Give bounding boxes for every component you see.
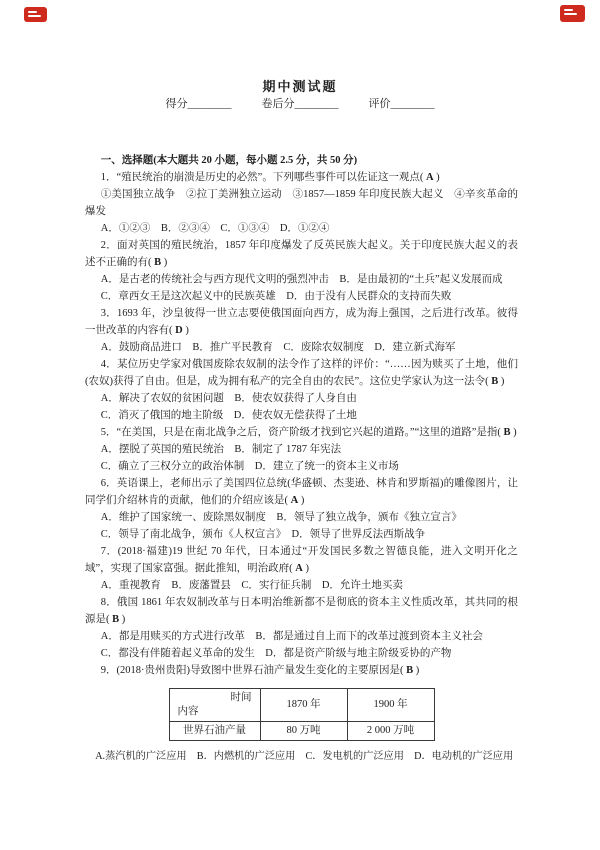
table-corner-cell (169, 689, 260, 722)
text-run: 5．“在美国，只是在南北战争之后，资产阶级才找到它兴起的道路。”“这里的道路”是指( (100, 427, 504, 438)
value-1870-cell: 80 万吨 (260, 722, 347, 741)
stamp-mark (28, 15, 41, 17)
text-run: C．都没有伴随着起义革命的发生 D．都是资产阶级与地主阶级妥协的产物 (100, 648, 452, 659)
text-run: ) (119, 614, 126, 625)
after-grading-score-field (262, 95, 339, 111)
option-line (85, 390, 518, 407)
corner-content-label: 内容 (177, 706, 199, 717)
table-col-1870: 1870 年 (260, 689, 347, 722)
question-stem (85, 169, 518, 186)
answer-letter: D (175, 325, 183, 336)
question-stem (85, 424, 518, 441)
text-run: ) (161, 257, 168, 268)
text-run: A．解决了农奴的贫困问题 B．使农奴获得了人身自由 (100, 393, 357, 404)
question-stem (85, 543, 518, 577)
stamp-mark (28, 11, 37, 13)
text-run: C．确立了三权分立的政治体制 D．建立了统一的资本主义市场 (100, 461, 399, 472)
text-run: A．重视教育 B．废藩置县 C．实行征兵制 D．允许土地买卖 (100, 580, 403, 591)
corner-time-label: 时间 (230, 692, 252, 703)
score-header (0, 95, 600, 111)
option-line (85, 577, 518, 594)
table-col-1900: 1900 年 (347, 689, 434, 722)
option-line (85, 407, 518, 424)
score-blank: ________ (294, 98, 339, 110)
text-run: 1．“殖民统治的崩溃是历史的必然”。下列哪些事件可以佐证这一观点( (100, 172, 426, 183)
text-run: ) (510, 427, 517, 438)
score-label: 评价 (368, 98, 391, 110)
score-label: 得分 (165, 98, 188, 110)
answer-letter: A (295, 563, 303, 574)
option-line (85, 526, 518, 543)
text-run: A．鼓励商品进口 B．推广平民教育 C．废除农奴制度 D．建立新式海军 (100, 342, 456, 353)
exam-body (85, 152, 518, 765)
answer-letter: 一、选择题(本大题共 20 小题，每小题 2.5 分，共 50 分) (100, 155, 358, 166)
text-run: 4．某位历史学家对俄国废除农奴制的法令作了这样的评价：“……因为赎买了土地，他们(农奴)获得了自由。但是，成为拥有私产的完全自由的农民”。这位史学家认为这一法令( (85, 359, 518, 387)
evaluation-field (369, 95, 435, 111)
score-label: 卷后分 (261, 98, 295, 110)
text-run: A．维护了国家统一、废除黑奴制度 B．领导了独立战争，颁布《独立宣言》 (100, 512, 462, 523)
row-label-cell: 世界石油产量 (169, 722, 260, 741)
page-title: 期中测试题 (262, 79, 338, 94)
value-1900-cell: 2 000 万吨 (347, 722, 434, 741)
question-stem (85, 662, 518, 679)
text-run: ) (498, 376, 505, 387)
text-run: ) (182, 325, 189, 336)
answer-letter: B (154, 257, 162, 268)
text-run: 7．(2018·福建)19 世纪 70 年代，日本通过“开发国民多数之智德良能，进入文明开化之域”，实现了国家富强。据此推知，明治政府( (85, 546, 518, 574)
question-stem (85, 594, 518, 628)
question-stem (85, 186, 518, 220)
option-line (85, 271, 518, 288)
score-field (166, 95, 232, 111)
table-data-row (169, 722, 434, 741)
text-run: 6．英语课上，老师出示了美国四位总统(华盛顿、杰斐逊、林肯和罗斯福)的雕像图片，让同学们介绍林肯的贡献，他们的介绍应该是( (85, 478, 518, 506)
option-line (85, 645, 518, 662)
answer-letter: B (491, 376, 499, 387)
text-run: ) (302, 563, 309, 574)
answer-letter: B (112, 614, 120, 625)
text-run: A．是古老的传统社会与西方现代文明的强烈冲击 B．是由最初的“土兵”起义发展而成 (100, 274, 503, 285)
text-run: 2．面对英国的殖民统治，1857 年印度爆发了反英民族大起义。关于印度民族大起义的表述不正确的有( (85, 240, 518, 268)
question-block (85, 152, 518, 679)
option-line (85, 220, 518, 237)
text-run: ) (433, 172, 440, 183)
text-run: 8．俄国 1861 年农奴制改革与日本明治维新都不是彻底的资本主义性质改革，其共同的根源是( (85, 597, 518, 625)
text-run: C．消灭了俄国的地主阶级 D．使农奴无偿获得了土地 (100, 410, 357, 421)
option-line (85, 339, 518, 356)
text-run: A．摆脱了英国的殖民统治 B．制定了 1787 年宪法 (100, 444, 342, 455)
option-line (85, 441, 518, 458)
text-run: C．领导了南北战争，颁布《人权宣言》 D．领导了世界反法西斯战争 (100, 529, 426, 540)
option-line (85, 288, 518, 305)
score-blank: ________ (187, 98, 232, 110)
oil-production-table (169, 688, 435, 741)
score-blank: ________ (390, 98, 435, 110)
stamp-mark (564, 13, 577, 15)
option-line (85, 458, 518, 475)
question-stem (85, 305, 518, 339)
table-header-row (169, 689, 434, 722)
red-watermark-stamp-icon (560, 5, 585, 22)
stamp-mark (564, 9, 573, 11)
answer-letter: B (406, 665, 414, 676)
text-run: ①美国独立战争 ②拉丁美洲独立运动 ③1857—1859 年印度民族大起义 ④辛亥革命的爆发 (85, 189, 518, 217)
text-run: A．①②③ B．②③④ C．①③④ D．①②④ (100, 223, 330, 234)
option-line (85, 628, 518, 645)
question9-options: A.蒸汽机的广泛应用 B．内燃机的广泛应用 C．发电机的广泛应用 D．电动机的广泛应用 (95, 751, 514, 762)
answer-letter: B (503, 427, 511, 438)
option-line (85, 509, 518, 526)
answer-letter: A (425, 172, 434, 183)
question-stem (85, 356, 518, 390)
question-stem (85, 237, 518, 271)
text-run: ) (298, 495, 305, 506)
text-run: A．都是用赎买的方式进行改革 B．都是通过自上而下的改革过渡到资本主义社会 (100, 631, 483, 642)
answer-letter: A (290, 495, 299, 506)
red-watermark-stamp-icon (24, 7, 47, 22)
text-run: 9．(2018·贵州贵阳)导致图中世界石油产量发生变化的主要原因是( (100, 665, 407, 676)
question-stem (85, 475, 518, 509)
text-run: ) (413, 665, 420, 676)
text-run: C．章西女王是这次起义中的民族英雄 D．由于没有人民群众的支持而失败 (100, 291, 452, 302)
section-heading (85, 152, 518, 169)
text-run: 3．1693 年，沙皇彼得一世立志要使俄国面向西方，成为海上强国，之后进行改革。彼得一世改革的内容有( (85, 308, 518, 336)
